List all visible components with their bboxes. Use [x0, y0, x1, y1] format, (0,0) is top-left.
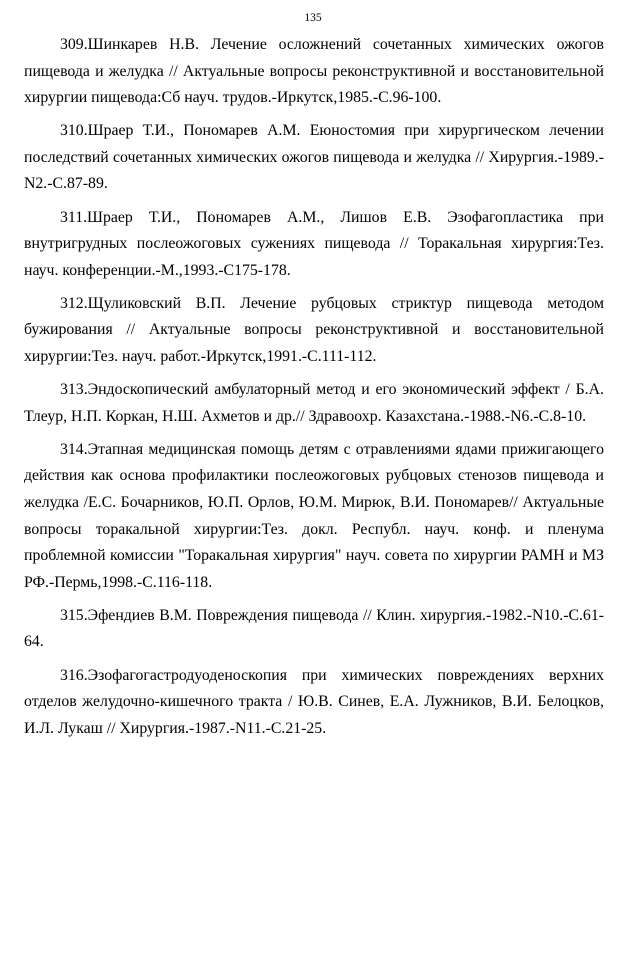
- page-number: 135: [304, 12, 322, 24]
- reference-item-316: 316.Эзофагогастродуоденоскопия при химических повреждениях верхних отделов желудочно-кишечного тракта / Ю.В. Синев, Е.А. Лужников, В.И. Белоцков, И.Л. Лукаш // Хирургия.-1987.-N11.-С.21-25.: [24, 666, 604, 737]
- reference-item-313: 313.Эндоскопический амбулаторный метод и его экономический эффект / Б.А. Тлеур, Н.П. Коркан, Н.Ш. Ахметов и др.// Здравоохр. Казахстана.-1988.-N6.-С.8-10.: [24, 381, 604, 425]
- reference-item-315: 315.Эфендиев В.М. Повреждения пищевода // Клин. хирургия.-1982.-N10.-С.61-64.: [24, 606, 604, 651]
- reference-item-310: 310.Шраер Т.И., Пономарев А.М. Еюностомия при хирургическом лечении последствий сочетанных химических ожогов пищевода и желудка // Хирургия.-1989.-N2.-С.87-89.: [24, 122, 604, 193]
- reference-item-309: 309.Шинкарев Н.В. Лечение осложнений сочетанных химических ожогов пищевода и желудка // Актуальные вопросы реконструктивной и восстановительной хирургии пищевода:Сб науч. трудов.-Иркутск,1985.-С.96-100.: [24, 36, 604, 107]
- reference-item-314: 314.Этапная медицинская помощь детям с отравлениями ядами прижигающего действия как основа профилактики послеожоговых рубцовых стенозов пищевода и желудка /Е.С. Бочарников, Ю.П. Орлов, Ю.М. Мирюк, В.И. Пономарев// Актуальные вопросы торакальной хирургии:Тез. докл. Республ. науч. конф. и пленума проблемной комиссии "Торакальная хирургия" науч. совета по хирургии РАМН и МЗ РФ.-Пермь,1998.-С.116-118.: [24, 440, 604, 591]
- reference-item-311: 311.Шраер Т.И., Пономарев А.М., Лишов Е.В. Эзофагопластика при внутригрудных послеожоговых сужениях пищевода // Торакальная хирургия:Тез. науч. конференции.-М.,1993.-С175-178.: [24, 208, 604, 279]
- reference-item-312: 312.Щуликовский В.П. Лечение рубцовых стриктур пищевода методом бужирования // Актуальные вопросы реконструктивной и восстановительной хирургии:Тез. науч. работ.-Иркутск,1991.-С.111-112.: [24, 294, 604, 366]
- reference-list: [24, 32, 604, 749]
